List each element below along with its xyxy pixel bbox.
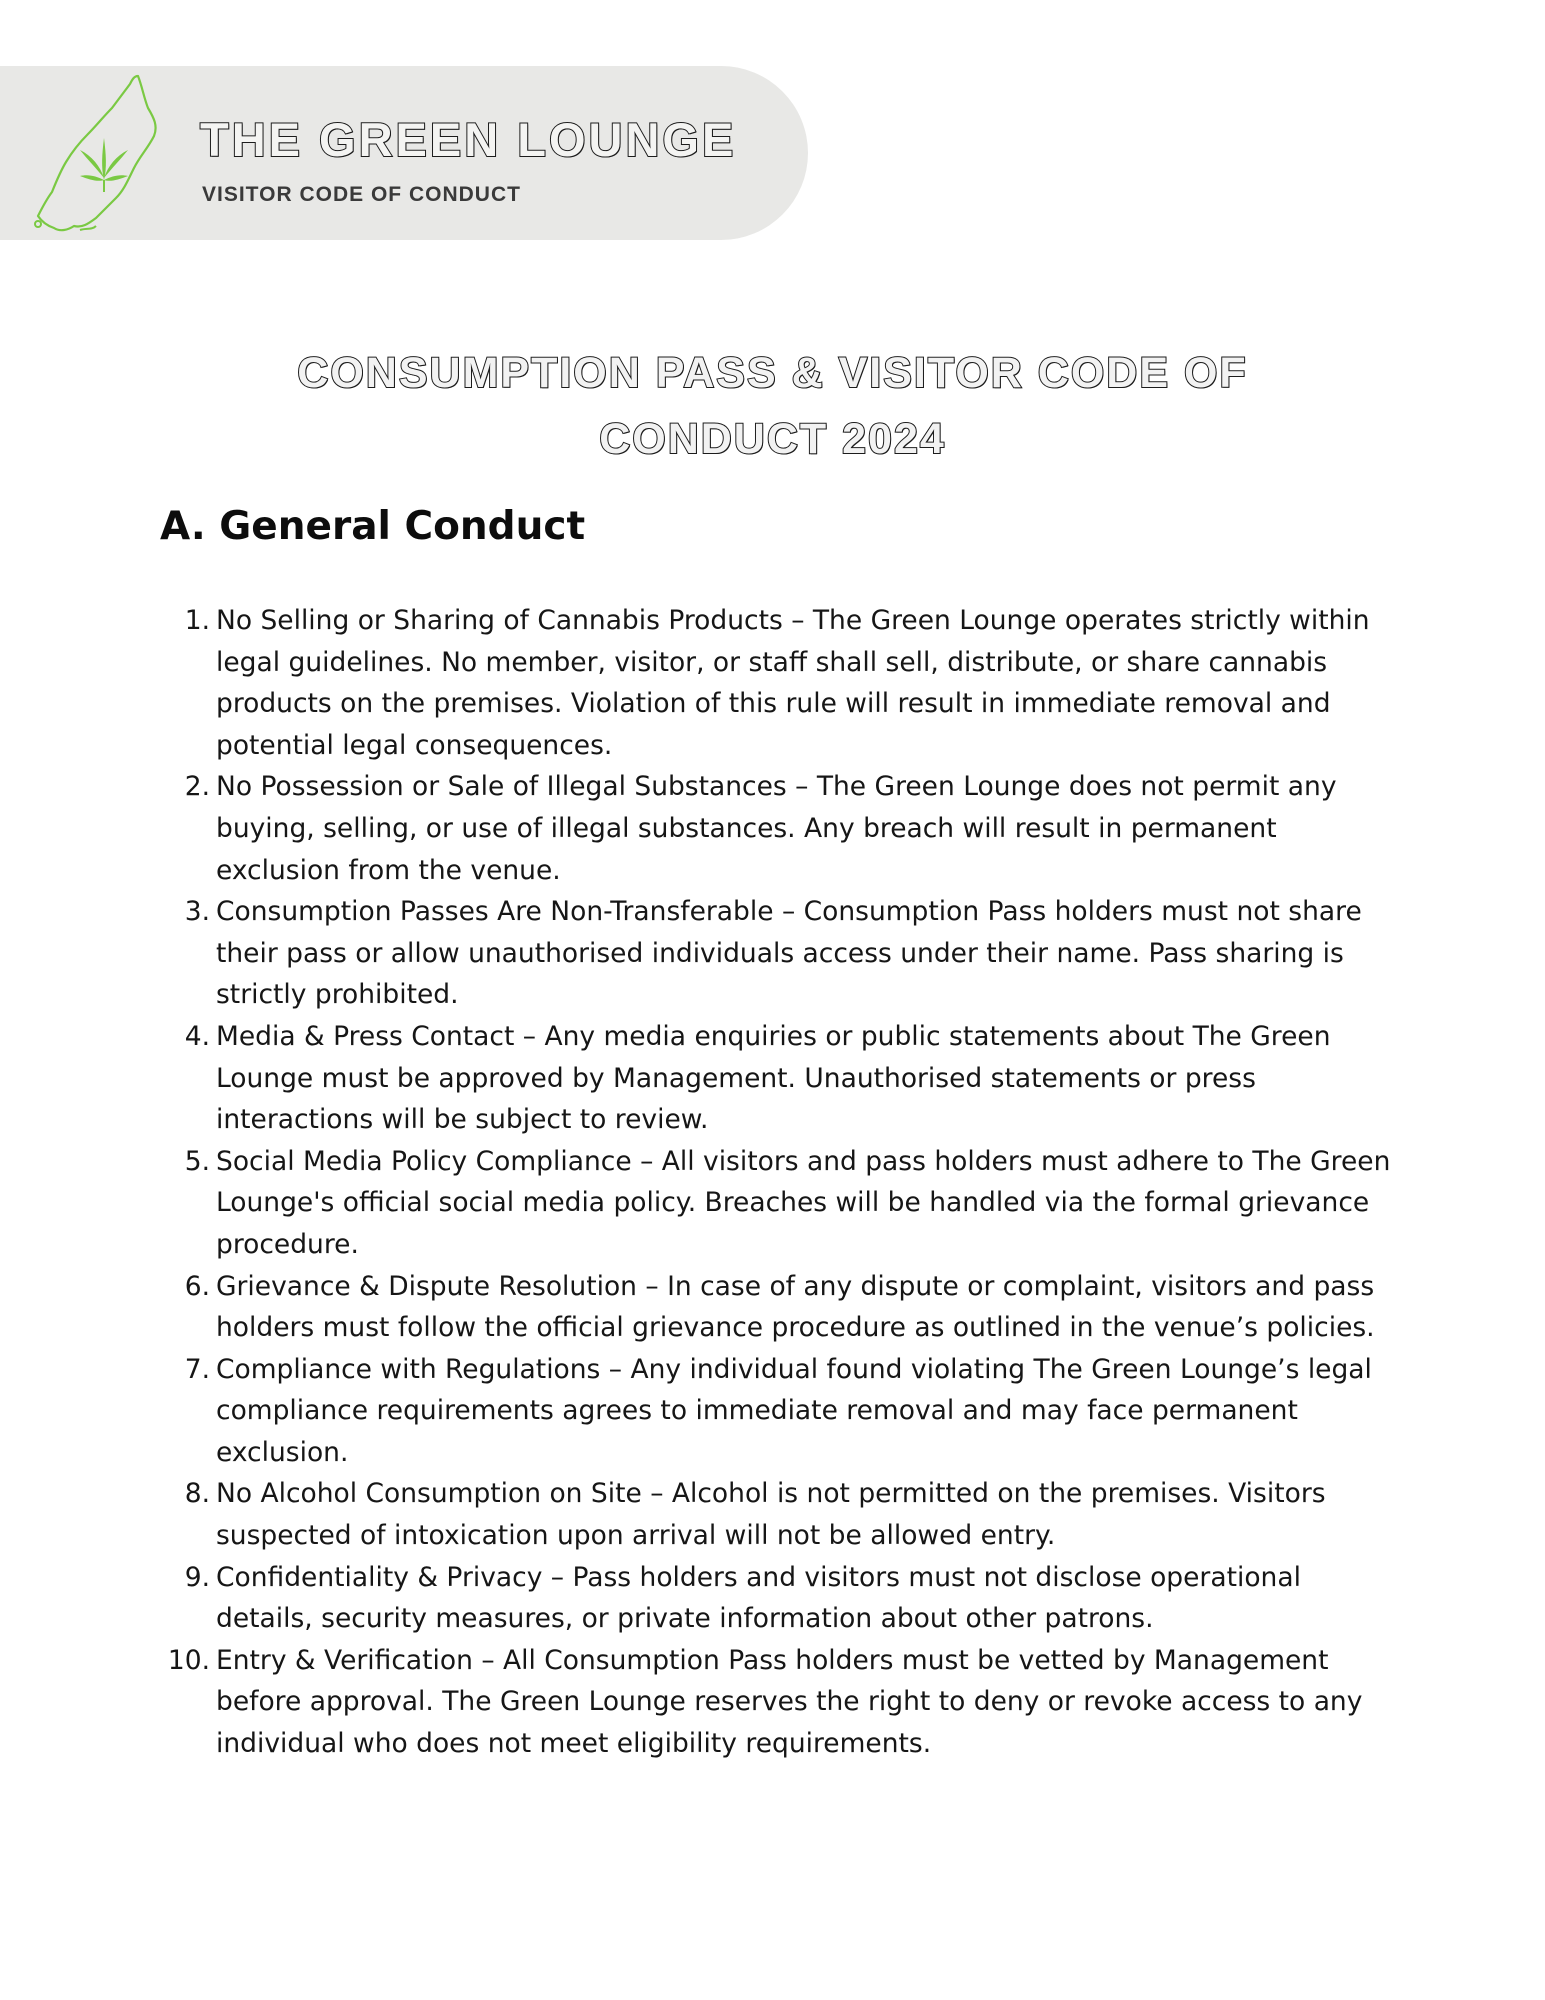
rule-text: Social Media Policy Compliance – All visitors and pass holders must adhere to The Green Lounge's official social media policy. Breaches will be handled via the formal grievance procedure. bbox=[216, 1145, 1391, 1260]
rule-item bbox=[160, 766, 1400, 891]
rule-number: 4. bbox=[184, 1020, 210, 1052]
rule-number: 6. bbox=[184, 1270, 210, 1302]
rule-item bbox=[160, 1473, 1400, 1556]
page-title-line-2: CONDUCT 2024 bbox=[599, 415, 946, 463]
rule-item bbox=[160, 891, 1400, 1016]
rule-number: 1. bbox=[184, 605, 210, 636]
rule-number: 2. bbox=[184, 771, 210, 803]
rule-number: 3. bbox=[184, 896, 210, 928]
brand-tagline: VISITOR CODE OF CONDUCT bbox=[202, 183, 521, 206]
rule-item bbox=[160, 1141, 1400, 1266]
rule-number: 5. bbox=[184, 1145, 210, 1177]
rule-item bbox=[160, 1266, 1400, 1349]
rule-text: No Selling or Sharing of Cannabis Products – The Green Lounge operates strictly within legal guidelines. No member, visitor, or staff shall sell, distribute, or share cannabis products on the premises. Violation of this rule will result in immediate removal and potential legal consequences. bbox=[216, 605, 1370, 761]
isle-of-man-leaf-icon bbox=[30, 72, 172, 234]
rule-item bbox=[160, 1640, 1400, 1765]
page-title-line-1: CONSUMPTION PASS & VISITOR CODE OF bbox=[297, 349, 1248, 397]
rule-item bbox=[160, 1557, 1400, 1640]
rule-number: 7. bbox=[184, 1353, 210, 1385]
rule-text: No Possession or Sale of Illegal Substances – The Green Lounge does not permit any buying, selling, or use of illegal substances. Any breach will result in permanent exclusion from the venue. bbox=[216, 771, 1337, 886]
brand-name: THE GREEN LOUNGE bbox=[200, 113, 737, 166]
rule-text: No Alcohol Consumption on Site – Alcohol is not permitted on the premises. Visitors suspected of intoxication upon arrival will not be allowed entry. bbox=[216, 1478, 1326, 1552]
rule-number: 10. bbox=[167, 1644, 210, 1676]
rules-list bbox=[160, 600, 1400, 1765]
rule-text: Compliance with Regulations – Any individual found violating The Green Lounge’s legal compliance requirements agrees to immediate removal and may face permanent exclusion. bbox=[216, 1353, 1372, 1468]
rule-text: Grievance & Dispute Resolution – In case of any dispute or complaint, visitors and pass holders must follow the official grievance procedure as outlined in the venue’s policies. bbox=[216, 1270, 1375, 1344]
rule-item bbox=[160, 1016, 1400, 1141]
section-heading: A. General Conduct bbox=[160, 504, 586, 549]
rule-number: 9. bbox=[184, 1561, 210, 1593]
rule-item bbox=[160, 600, 1400, 766]
rule-item bbox=[160, 1349, 1400, 1474]
rule-text: Consumption Passes Are Non-Transferable – Consumption Pass holders must not share their pass or allow unauthorised individuals access under their name. Pass sharing is strictly prohibited. bbox=[216, 896, 1362, 1011]
rule-text: Media & Press Contact – Any media enquiries or public statements about The Green Lounge must be approved by Management. Unauthorised statements or press interactions will be subject to review. bbox=[216, 1020, 1331, 1136]
rule-text: Confidentiality & Privacy – Pass holders and visitors must not disclose operational details, security measures, or private information about other patrons. bbox=[216, 1561, 1301, 1635]
page-title bbox=[160, 340, 1385, 472]
rule-number: 8. bbox=[184, 1478, 210, 1510]
rule-text: Entry & Verification – All Consumption Pass holders must be vetted by Management before approval. The Green Lounge reserves the right to deny or revoke access to any individual who does not meet eligibility requirements. bbox=[216, 1644, 1363, 1760]
